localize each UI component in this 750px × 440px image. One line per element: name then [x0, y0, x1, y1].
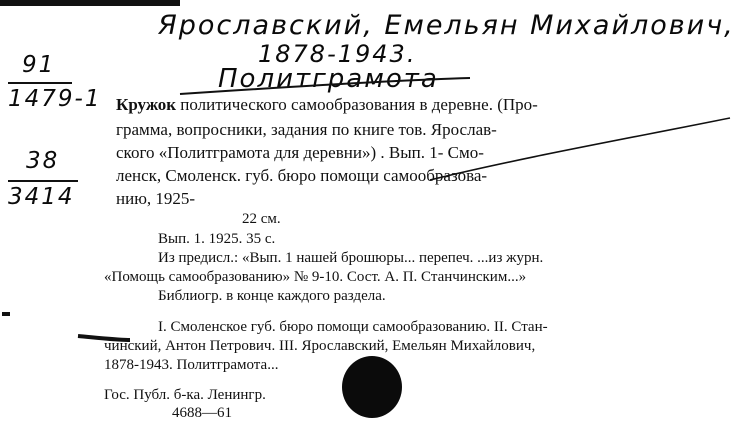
tracing-line-2: чинский, Антон Петрович. III. Ярославский, Емельян Михайлович, [104, 338, 536, 354]
entry-bibliography: Библиогр. в конце каждого раздела. [158, 288, 386, 304]
handwritten-author-name: Ярославский, Емельян Михайлович, [158, 10, 735, 41]
entry-size: 22 см. [242, 211, 281, 227]
handwritten-author-years: 1878-1943. [258, 40, 417, 68]
entry-line-1: политического самообразования в деревне. (Про- [180, 95, 538, 114]
shelfmark-2-top: 38 [26, 148, 60, 174]
entry-note-1: Из предисл.: «Вып. 1 нашей брошюры... перепеч. ...из журн. [158, 250, 544, 266]
handwritten-short-title: Политграмота [218, 64, 439, 94]
shelfmark-2-bottom: 3414 [8, 184, 75, 210]
shelfmark-1-bottom: 1479-1 [8, 86, 102, 112]
library-code: 4688—61 [172, 405, 232, 421]
entry-line-4: ленск, Смоленск. губ. бюро помощи самообразова- [116, 166, 488, 185]
entry-issue: Вып. 1. 1925. 35 с. [158, 231, 276, 247]
left-margin-scratch [78, 336, 130, 340]
entry-line-2: грамма, вопросники, задания по книге тов. Ярослав- [116, 120, 497, 139]
ink-blot [342, 356, 402, 418]
tracing-line-3: 1878-1943. Политграмота... [104, 357, 279, 373]
entry-line-3: ского «Политграмота для деревни») . Вып. 1- Смо- [116, 143, 484, 162]
margin-mark [2, 312, 10, 316]
entry-line-5: нию, 1925- [116, 189, 196, 208]
underline-short-title [180, 78, 470, 94]
shelfmark-1-top: 91 [22, 52, 56, 78]
diagonal-pencil-stroke [430, 118, 730, 180]
tracing-line-1: I. Смоленское губ. бюро помощи самообразованию. II. Стан- [158, 319, 548, 335]
entry-title-bold: Кружок [116, 95, 177, 114]
library-name: Гос. Публ. б-ка. Ленингр. [104, 387, 266, 403]
entry-note-2: «Помощь самообразованию» № 9-10. Сост. А. П. Станчинским...» [104, 269, 527, 285]
